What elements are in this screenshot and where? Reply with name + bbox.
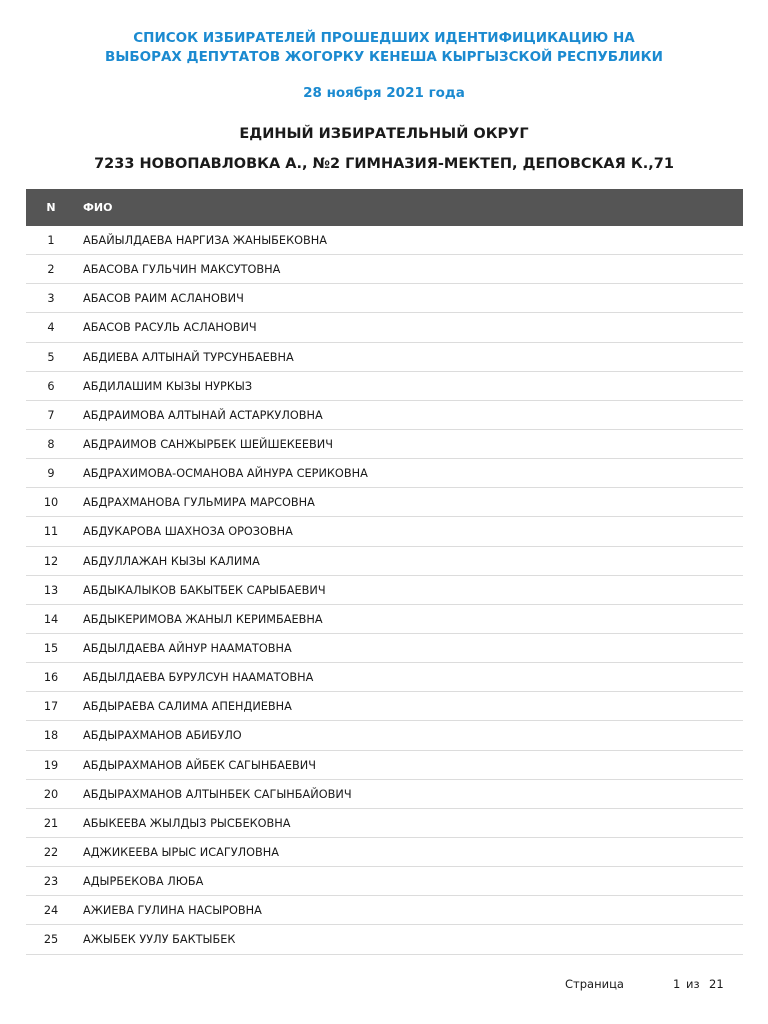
voter-full-name: АБДЫЛДАЕВА АЙНУР НААМАТОВНА <box>83 641 292 655</box>
page-footer <box>0 977 768 993</box>
voter-full-name: АБДИЕВА АЛТЫНАЙ ТУРСУНБАЕВНА <box>83 350 294 364</box>
table-row <box>26 634 743 663</box>
table-row <box>26 343 743 372</box>
voter-full-name: АБДРАИМОВА АЛТЫНАЙ АСТАРКУЛОВНА <box>83 408 323 422</box>
table-row <box>26 255 743 284</box>
row-number: 20 <box>43 787 59 801</box>
table-row <box>26 692 743 721</box>
row-number: 24 <box>43 904 59 918</box>
voter-full-name: АБЫКЕЕВА ЖЫЛДЫЗ РЫСБЕКОВНА <box>83 816 291 830</box>
district-name: ЕДИНЫЙ ИЗБИРАТЕЛЬНЫЙ ОКРУГ <box>239 126 529 142</box>
page-label: Страница <box>565 977 624 991</box>
row-number: 14 <box>43 612 59 626</box>
row-number: 5 <box>47 350 55 364</box>
table-row <box>26 517 743 546</box>
row-number: 4 <box>47 321 55 335</box>
voter-full-name: АБДЫКАЛЫКОВ БАКЫТБЕК САРЫБАЕВИЧ <box>83 583 326 597</box>
current-page-number: 1 <box>673 977 681 991</box>
table-row <box>26 867 743 896</box>
voter-full-name: АБДЫЛДАЕВА БУРУЛСУН НААМАТОВНА <box>83 671 314 685</box>
row-number: 8 <box>47 437 55 451</box>
document-title-line-2: ВЫБОРАХ ДЕПУТАТОВ ЖОГОРКУ КЕНЕША КЫРГЫЗСКОЙ РЕСПУБЛИКИ <box>105 49 663 65</box>
voter-full-name: АБДИЛАШИМ КЫЗЫ НУРКЫЗ <box>83 379 253 393</box>
polling-station-name: 7233 НОВОПАВЛОВКА А., №2 ГИМНАЗИЯ-МЕКТЕП, ДЕПОВСКАЯ К.,71 <box>94 156 674 172</box>
table-row <box>26 809 743 838</box>
row-number: 6 <box>47 379 55 393</box>
row-number: 3 <box>47 292 55 306</box>
table-row <box>26 925 743 954</box>
voter-full-name: АБДЫРАХМАНОВ АЙБЕК САГЫНБАЕВИЧ <box>83 758 316 772</box>
voter-full-name: АБДЫРАХМАНОВ АЛТЫНБЕК САГЫНБАЙОВИЧ <box>83 787 352 801</box>
voter-full-name: АБДЫРАХМАНОВ АБИБУЛО <box>83 729 242 743</box>
table-row <box>26 721 743 750</box>
row-number: 1 <box>47 234 55 247</box>
table-row <box>26 605 743 634</box>
table-row <box>26 430 743 459</box>
voter-full-name: АБАСОВ РАСУЛЬ АСЛАНОВИЧ <box>83 321 257 335</box>
row-number: 2 <box>47 263 55 277</box>
row-number: 9 <box>47 467 55 481</box>
row-number: 10 <box>43 496 59 510</box>
row-number: 25 <box>43 933 59 947</box>
voter-full-name: АБДУКАРОВА ШАХНОЗА ОРОЗОВНА <box>83 525 293 539</box>
row-number: 7 <box>47 408 55 422</box>
column-header-fio: ФИО <box>83 201 113 214</box>
row-number: 18 <box>43 729 59 743</box>
voter-full-name: АДЫРБЕКОВА ЛЮБА <box>83 875 204 889</box>
document-title-line-1: СПИСОК ИЗБИРАТЕЛЕЙ ПРОШЕДШИХ ИДЕНТИФИЦИКАЦИЮ НА <box>133 30 635 46</box>
voter-full-name: АБДЫКЕРИМОВА ЖАНЫЛ КЕРИМБАЕВНА <box>83 612 323 626</box>
row-number: 22 <box>43 845 59 859</box>
voter-table-body <box>26 226 743 955</box>
voter-full-name: АДЖИКЕЕВА ЫРЫС ИСАГУЛОВНА <box>83 845 279 859</box>
row-number: 21 <box>43 816 59 830</box>
voter-full-name: АБДЫРАЕВА САЛИМА АПЕНДИЕВНА <box>83 700 292 714</box>
row-number: 19 <box>43 758 59 772</box>
table-row <box>26 780 743 809</box>
row-number: 11 <box>43 525 59 539</box>
table-row <box>26 838 743 867</box>
table-row <box>26 459 743 488</box>
row-number: 15 <box>43 641 59 655</box>
table-row <box>26 547 743 576</box>
voter-full-name: АЖИЕВА ГУЛИНА НАСЫРОВНА <box>83 904 262 918</box>
table-row <box>26 284 743 313</box>
row-number: 13 <box>43 583 59 597</box>
table-row <box>26 896 743 925</box>
page-of-label: из <box>686 977 700 991</box>
voter-full-name: АБДРАХИМОВА-ОСМАНОВА АЙНУРА СЕРИКОВНА <box>83 467 368 481</box>
voter-full-name: АБДРАИМОВ САНЖЫРБЕК ШЕЙШЕКЕЕВИЧ <box>83 437 333 451</box>
row-number: 23 <box>43 875 59 889</box>
table-row <box>26 576 743 605</box>
voter-full-name: АБАСОВА ГУЛЬЧИН МАКСУТОВНА <box>83 263 281 277</box>
voter-full-name: АБАСОВ РАИМ АСЛАНОВИЧ <box>83 292 244 306</box>
table-row <box>26 751 743 780</box>
total-pages: 21 <box>709 977 724 991</box>
row-number: 17 <box>43 700 59 714</box>
table-header <box>26 189 743 226</box>
voter-full-name: АЖЫБЕК УУЛУ БАКТЫБЕК <box>83 933 236 947</box>
column-header-number: N <box>46 201 56 214</box>
table-row <box>26 401 743 430</box>
row-number: 12 <box>43 554 59 568</box>
table-row <box>26 313 743 342</box>
table-row <box>26 372 743 401</box>
voter-full-name: АБДРАХМАНОВА ГУЛЬМИРА МАРСОВНА <box>83 496 315 510</box>
table-row <box>26 488 743 517</box>
table-row <box>26 226 743 255</box>
election-date: 28 ноября 2021 года <box>303 85 465 101</box>
row-number: 16 <box>43 671 59 685</box>
voter-full-name: АБАЙЫЛДАЕВА НАРГИЗА ЖАНЫБЕКОВНА <box>83 234 327 247</box>
table-row <box>26 663 743 692</box>
voter-full-name: АБДУЛЛАЖАН КЫЗЫ КАЛИМА <box>83 554 260 568</box>
